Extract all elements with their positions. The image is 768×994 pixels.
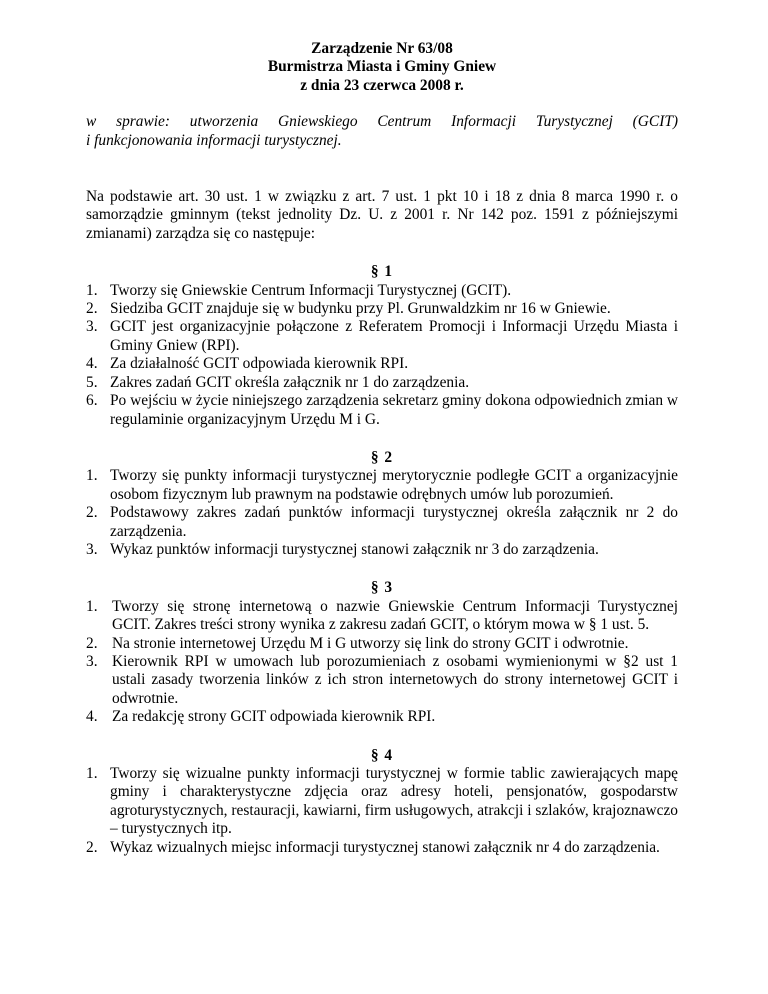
- item-number: 3.: [86, 540, 98, 558]
- section-title: § 3: [370, 579, 394, 597]
- ordinance-date: z dnia 23 czerwca 2008 r.: [300, 76, 464, 94]
- item-text: Tworzy się punkty informacji turystycznej merytorycznie podległe GCIT a organizacyjnie osobom fizycznym lub prawnym na podstawie odrębnych umów lub porozumień.: [110, 467, 678, 503]
- item-text: Na stronie internetowej Urzędu M i G utworzy się link do strony GCIT i odwrotnie.: [112, 634, 629, 652]
- item-number: 1.: [86, 597, 98, 615]
- item-number: 1.: [86, 281, 98, 299]
- item-text: Tworzy się wizualne punkty informacji turystycznej w formie tablic zawierających mapę gminy i charakterystyczne zdjęcia oraz adresy hoteli, pensjonatów, gospodarstw agroturystycznych, restauracji, kawiarni, firm usługowych, atrakcji i szlaków, krajoznawczo – turystycznych itp.: [110, 765, 678, 838]
- item-text: Wykaz wizualnych miejsc informacji turystycznej stanowi załącznik nr 4 do zarządzenia.: [110, 838, 660, 856]
- item-text: Kierownik RPI w umowach lub porozumieniach z osobami wymienionymi w §2 ust 1 ustali zasady tworzenia linków z ich stron internetowych do strony internetowej GCIT i odwrotnie.: [112, 652, 678, 707]
- ordinance-number: Zarządzenie Nr 63/08: [311, 40, 453, 57]
- item-text: Za działalność GCIT odpowiada kierownik RPI.: [110, 355, 409, 373]
- section-2: [86, 449, 678, 559]
- section-3: [86, 579, 678, 726]
- list-item: [86, 653, 678, 708]
- item-number: 3.: [86, 652, 98, 670]
- item-number: 1.: [86, 765, 98, 782]
- item-text: Za redakcję strony GCIT odpowiada kierownik RPI.: [112, 708, 436, 726]
- legal-basis: Na podstawie art. 30 ust. 1 w związku z art. 7 ust. 1 pkt 10 i 18 z dnia 8 marca 1990 r. o samorządzie gminnym (tekst jednolity Dz. U. z 2001 r. Nr 142 poz. 1591 z późniejszymi zmianami) zarządza się co następuje:: [86, 188, 678, 242]
- list-item: [86, 541, 678, 559]
- list-item: [86, 374, 678, 392]
- item-number: 2.: [86, 634, 98, 652]
- subject-line-2: i funkcjonowania informacji turystycznej.: [86, 131, 342, 149]
- item-text: Zakres zadań GCIT określa załącznik nr 1 do zarządzenia.: [110, 373, 470, 391]
- list-item: [86, 392, 678, 429]
- item-text: Tworzy się Gniewskie Centrum Informacji Turystycznej (GCIT).: [110, 281, 512, 299]
- item-text: Podstawowy zakres zadań punktów informacji turystycznej określa załącznik nr 2 do zarządzenia.: [110, 504, 678, 540]
- item-text: Wykaz punktów informacji turystycznej stanowi załącznik nr 3 do zarządzenia.: [110, 540, 599, 558]
- list-item: [86, 598, 678, 635]
- list-item: [86, 355, 678, 373]
- item-number: 5.: [86, 373, 98, 391]
- item-number: 2.: [86, 838, 98, 856]
- item-number: 1.: [86, 467, 98, 485]
- section-title: § 2: [370, 448, 394, 466]
- item-text: Siedziba GCIT znajduje się w budynku przy Pl. Grunwaldzkim nr 16 w Gniewie.: [110, 300, 611, 318]
- list-item: [86, 635, 678, 653]
- section-title: § 4: [370, 746, 394, 764]
- section-title: § 1: [370, 263, 394, 281]
- item-number: 4.: [86, 355, 98, 373]
- list-item: [86, 300, 678, 318]
- item-number: 6.: [86, 392, 98, 410]
- section-4: [86, 747, 678, 857]
- item-text: Po wejściu w życie niniejszego zarządzenia sekretarz gminy dokona odpowiednich zmian w regulaminie organizacyjnym Urzędu M i G.: [110, 392, 678, 428]
- item-text: Tworzy się stronę internetową o nazwie Gniewskie Centrum Informacji Turystycznej GCIT. Zakres treści strony wynika z zakresu zadań GCIT, o którym mowa w § 1 ust. 5.: [112, 597, 678, 634]
- ordinance-issuer: Burmistrza Miasta i Gminy Gniew: [267, 58, 497, 76]
- section-1: [86, 263, 678, 429]
- document-header: [86, 40, 678, 95]
- subject-line-1: w sprawie: utworzenia Gniewskiego Centrum Informacji Turystycznej (GCIT): [86, 113, 678, 131]
- list-item: [86, 282, 678, 300]
- item-number: 2.: [86, 504, 98, 522]
- list-item: [86, 318, 678, 355]
- item-number: 4.: [86, 708, 98, 726]
- document-page: [86, 40, 678, 857]
- list-item: [86, 839, 678, 857]
- item-number: 3.: [86, 318, 98, 336]
- item-number: 2.: [86, 300, 98, 318]
- list-item: [86, 765, 678, 839]
- list-item: [86, 467, 678, 504]
- list-item: [86, 504, 678, 541]
- list-item: [86, 708, 678, 726]
- item-text: GCIT jest organizacyjnie połączone z Referatem Promocji i Informacji Urzędu Miasta i Gminy Gniew (RPI).: [110, 318, 678, 354]
- subject: [86, 113, 678, 150]
